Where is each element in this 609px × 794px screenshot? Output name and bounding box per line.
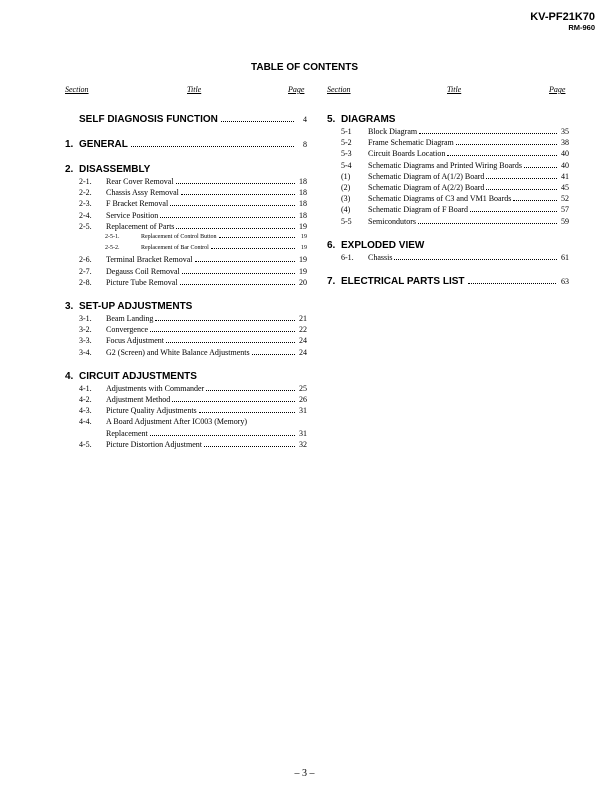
section-number: 1. — [65, 139, 74, 150]
section-number: 2. — [65, 164, 74, 175]
section-title: CIRCUIT ADJUSTMENTS — [79, 370, 197, 382]
dot-leader — [150, 331, 295, 332]
section-title: DIAGRAMS — [341, 114, 396, 125]
section-title: ELECTRICAL PARTS LIST — [341, 276, 465, 288]
toc-section — [327, 113, 569, 227]
entry-title: Chassis — [368, 252, 393, 262]
toc-entry — [65, 313, 307, 324]
toc-entry — [327, 193, 569, 204]
dot-leader — [252, 354, 295, 355]
section-page: 8 — [303, 140, 307, 149]
toc-entry — [327, 160, 569, 171]
toc-section — [65, 138, 307, 151]
entry-page: 31 — [299, 406, 307, 416]
entry-number: 5-2 — [341, 138, 352, 148]
section-title: EXPLODED VIEW — [341, 239, 425, 251]
dot-leader — [204, 446, 295, 447]
toc-entry — [65, 176, 307, 187]
entry-title: Block Diagram — [368, 127, 418, 136]
entry-number: 5-5 — [341, 216, 352, 226]
entry-page: 21 — [299, 314, 307, 324]
toc-entry — [327, 126, 569, 137]
toc-entry — [65, 383, 307, 394]
toc-entry — [65, 405, 307, 416]
entry-page: 25 — [299, 383, 307, 393]
entry-title: Adjustment Method — [106, 395, 171, 405]
entry-number: 3-1. — [79, 314, 92, 324]
entry-title: Replacement of Control Button — [141, 234, 217, 241]
entry-number: 2-5-1. — [105, 234, 120, 241]
dot-leader — [513, 200, 557, 201]
toc-entry — [65, 254, 307, 265]
toc-entry — [65, 210, 307, 221]
entry-page: 19 — [299, 266, 307, 276]
section-title: GENERAL — [79, 139, 128, 150]
entry-number: 4-1. — [79, 383, 92, 393]
right-section-header: Section — [327, 85, 351, 94]
entry-page: 19 — [301, 245, 307, 252]
dot-leader — [486, 178, 557, 179]
entry-number: 2-4. — [79, 210, 92, 220]
section-heading — [65, 138, 307, 151]
entry-number: (2) — [341, 183, 351, 193]
dot-leader — [172, 401, 295, 402]
toc-entry — [327, 252, 569, 263]
dot-leader — [219, 237, 296, 238]
dot-leader — [160, 217, 295, 218]
entry-number: 2-2. — [79, 188, 92, 198]
entry-number: 2-3. — [79, 199, 92, 209]
toc-entry — [327, 216, 569, 227]
toc-entry — [65, 198, 307, 209]
toc-right-column — [327, 113, 569, 300]
section-heading — [327, 275, 569, 288]
entry-page: 24 — [299, 336, 307, 346]
section-heading — [65, 113, 307, 126]
section-heading — [327, 113, 569, 126]
entry-title: Degauss Coil Removal — [106, 266, 180, 276]
section-title: SET-UP ADJUSTMENTS — [79, 301, 193, 313]
entry-page: 31 — [299, 428, 307, 438]
page-title: TABLE OF CONTENTS — [250, 62, 359, 73]
toc-entry — [65, 439, 307, 450]
section-page: 63 — [561, 277, 569, 287]
entry-page: 20 — [299, 277, 307, 287]
toc-entry — [65, 324, 307, 335]
entry-title: Picture Distortion Adjustment — [106, 439, 202, 449]
dot-leader — [155, 320, 295, 321]
toc-entry — [327, 171, 569, 182]
entry-page: 18 — [299, 210, 307, 220]
dot-leader — [150, 435, 295, 436]
entry-page: 40 — [561, 160, 569, 170]
toc-entry — [327, 148, 569, 159]
section-heading — [327, 239, 569, 252]
entry-page: 35 — [561, 127, 569, 136]
entry-title: Schematic Diagrams of C3 and VM1 Boards — [368, 194, 512, 204]
entry-number: 3-3. — [79, 336, 92, 346]
dot-leader — [181, 194, 295, 195]
entry-number: (3) — [341, 194, 351, 204]
entry-page: 41 — [561, 171, 569, 181]
entry-number: 4-3. — [79, 406, 92, 416]
entry-title: G2 (Screen) and White Balance Adjustments — [106, 347, 250, 357]
entry-page: 19 — [299, 255, 307, 265]
dot-leader — [524, 167, 557, 168]
toc-entry — [65, 232, 307, 243]
toc-section — [65, 370, 307, 450]
entry-number: 5-4 — [341, 160, 352, 170]
entry-number: 2-1. — [79, 177, 92, 186]
toc-entry — [65, 266, 307, 277]
toc-entry — [65, 243, 307, 254]
entry-title: Service Position — [106, 210, 159, 220]
toc-entry — [65, 187, 307, 198]
dot-leader — [456, 144, 557, 145]
dot-leader — [468, 283, 556, 284]
model-number: KV-PF21K70 — [530, 11, 595, 23]
dot-leader — [394, 259, 557, 260]
dot-leader — [166, 342, 295, 343]
entry-page: 32 — [299, 439, 307, 449]
section-number: 3. — [65, 301, 74, 313]
entry-page: 61 — [561, 252, 569, 262]
section-title: SELF DIAGNOSIS FUNCTION — [79, 114, 218, 125]
entry-page: 38 — [561, 138, 569, 148]
dot-leader — [199, 412, 295, 413]
dot-leader — [180, 284, 295, 285]
dot-leader — [470, 211, 557, 212]
entry-page: 57 — [561, 205, 569, 215]
toc-entry — [65, 347, 307, 358]
dot-leader — [419, 133, 557, 134]
entry-title: Replacement — [106, 428, 148, 438]
entry-page: 26 — [299, 395, 307, 405]
toc-entry — [327, 182, 569, 193]
entry-number: 2-7. — [79, 266, 92, 276]
toc-section — [65, 300, 307, 358]
entry-title: Schematic Diagrams and Printed Wiring Boards — [368, 160, 522, 170]
toc-section — [65, 113, 307, 126]
remote-model: RM-960 — [568, 23, 595, 32]
entry-title: Convergence — [106, 325, 149, 335]
entry-title: Chassis Assy Removal — [106, 188, 179, 198]
entry-page: 19 — [301, 234, 307, 241]
section-number: 5. — [327, 114, 336, 125]
section-title: DISASSEMBLY — [79, 164, 151, 175]
entry-page: 22 — [299, 325, 307, 335]
entry-number: 6-1. — [341, 252, 354, 262]
entry-number: 2-8. — [79, 277, 92, 287]
section-heading — [65, 163, 307, 176]
toc-entry — [65, 335, 307, 346]
entry-page: 52 — [561, 194, 569, 204]
toc-section — [65, 163, 307, 288]
section-number: 6. — [327, 239, 336, 251]
dot-leader — [195, 261, 295, 262]
toc-section — [327, 239, 569, 263]
toc-entry — [65, 394, 307, 405]
entry-title: Adjustments with Commander — [106, 383, 205, 393]
entry-number: 3-4. — [79, 347, 92, 357]
toc-left-column — [65, 113, 307, 462]
section-heading — [65, 300, 307, 313]
entry-number: 2-6. — [79, 255, 92, 265]
section-number: 4. — [65, 370, 74, 382]
entry-title: Focus Adjustment — [106, 336, 165, 346]
toc-entry — [327, 137, 569, 148]
entry-title: Schematic Diagram of F Board — [368, 205, 468, 215]
entry-number: 4-4. — [79, 417, 92, 427]
toc-entry — [65, 416, 307, 427]
left-title-header: Title — [187, 85, 202, 94]
entry-title: Beam Landing — [106, 314, 154, 324]
dot-leader — [418, 223, 557, 224]
dot-leader — [176, 183, 295, 184]
dot-leader — [182, 273, 295, 274]
entry-page: 18 — [299, 199, 307, 209]
dot-leader — [447, 155, 557, 156]
entry-page: 19 — [299, 221, 307, 231]
entry-title: Frame Schematic Diagram — [368, 138, 454, 148]
toc-section — [327, 275, 569, 288]
entry-number: 2-5-2. — [105, 245, 120, 252]
document-header — [530, 11, 595, 33]
entry-page: 18 — [299, 177, 307, 186]
entry-number: 3-2. — [79, 325, 92, 335]
section-number: 7. — [327, 276, 336, 288]
entry-title: Terminal Bracket Removal — [106, 255, 193, 265]
dot-leader — [131, 146, 294, 147]
section-heading — [65, 370, 307, 383]
toc-entry — [65, 221, 307, 232]
entry-title: Replacement of Parts — [106, 221, 175, 231]
dot-leader — [206, 390, 295, 391]
dot-leader — [211, 248, 295, 249]
page-number: – 3 – — [294, 768, 315, 779]
entry-title: A Board Adjustment After IC003 (Memory) — [106, 417, 248, 427]
left-section-header: Section — [65, 85, 89, 94]
right-title-header: Title — [447, 85, 462, 94]
toc-entry — [65, 428, 307, 439]
entry-number: 4-2. — [79, 395, 92, 405]
toc-entry — [327, 204, 569, 215]
entry-number: 5-1 — [341, 127, 352, 136]
toc-entry — [65, 277, 307, 288]
entry-number: (1) — [341, 171, 351, 181]
entry-title: Picture Tube Removal — [106, 277, 178, 287]
entry-number: (4) — [341, 205, 351, 215]
entry-title: F Bracket Removal — [106, 199, 169, 209]
entry-page: 59 — [561, 216, 569, 226]
entry-number: 2-5. — [79, 221, 92, 231]
entry-title: Rear Cover Removal — [106, 177, 174, 186]
entry-page: 45 — [561, 183, 569, 193]
entry-title: Circuit Boards Location — [368, 149, 446, 159]
entry-title: Replacement of Bar Control — [141, 245, 209, 252]
entry-title: Picture Quality Adjustments — [106, 406, 197, 416]
right-page-header: Page — [549, 85, 566, 94]
entry-page: 24 — [299, 347, 307, 357]
entry-page: 40 — [561, 149, 569, 159]
entry-number: 5-3 — [341, 149, 352, 159]
dot-leader — [486, 189, 557, 190]
entry-title: Schematic Diagram of A(1/2) Board — [368, 171, 485, 181]
entry-title: Schematic Diagram of A(2/2) Board — [368, 183, 485, 193]
entry-title: Semicondutors — [368, 216, 416, 226]
dot-leader — [170, 205, 295, 206]
left-page-header: Page — [288, 85, 305, 94]
section-page: 4 — [303, 115, 307, 124]
entry-number: 4-5. — [79, 439, 92, 449]
entry-page: 18 — [299, 188, 307, 198]
dot-leader — [176, 228, 295, 229]
dot-leader — [221, 121, 294, 122]
